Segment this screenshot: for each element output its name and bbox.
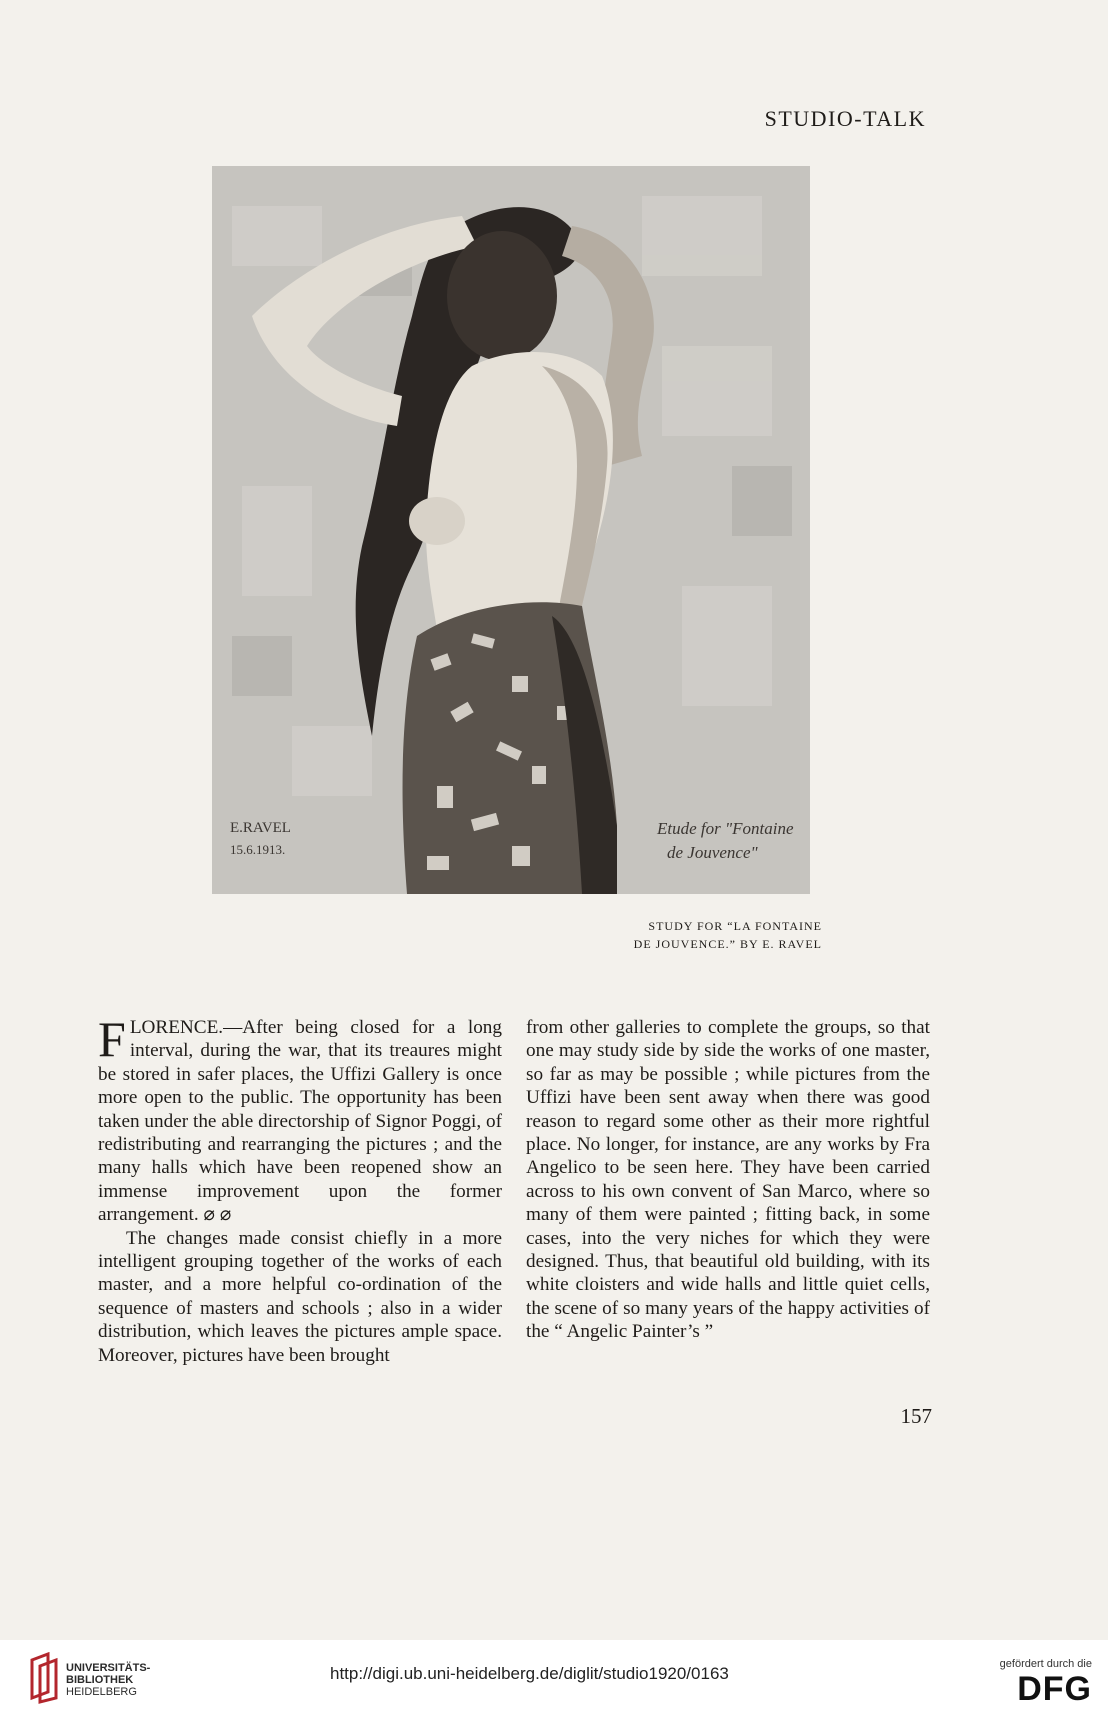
permalink-url[interactable]: http://digi.ub.uni-heidelberg.de/diglit/studio1920/0163 [330,1664,729,1683]
funder-label: gefördert durch die [999,1658,1092,1670]
caption-line-1: STUDY FOR “LA FONTAINE [648,919,822,933]
signature-right-line2: de Jouvence" [667,843,758,862]
signature-left-line1: E.RAVEL [230,820,291,836]
library-name-line-2: BIBLIOTHEK [66,1674,134,1686]
signature-right-line1: Etude for "Fontaine [657,819,794,838]
text-column-left [98,1011,502,1367]
funder-credit [1000,1658,1092,1708]
digitization-footer [0,1640,1108,1722]
library-logo-icon [28,1652,62,1704]
paragraph-left-2: The changes made consist chiefly in a more intelligent grouping together of the works of each master, and a more helpful co-ordination of the sequence of masters and schools ; also in a wider distribution, which leaves the pictures ample space. Moreover, pictures have been brought [98,1227,502,1366]
paragraph-left-1 [98,1011,502,1227]
library-name-line-1: UNIVERSITÄTS- [66,1662,151,1674]
page-number: 157 [900,1404,932,1428]
illustration-plate [212,166,810,894]
paragraph-right-1: from other galleries to complete the groups, so that one may study side by side the works of one master, so far as may be possible ; while pictures from the Uffizi have been sent away when there was good reason to regard some other as their more rightful place. No longer, for instance, are any works by Fra Angelico to be seen here. They have been carried across to his own convent of San Marco, where so many of them were painted ; fitting back, in some cases, into the very niches for which they were designed. Thus, that beautiful old building, with its white cloisters and wide halls and little quiet cells, the scene of so many years of the happy activities of the “ Angelic Painter’s ” [526,1017,930,1343]
signature-left-line2: 15.6.1913. [230,842,286,857]
dfg-logo: DFG [1017,1670,1092,1708]
library-name [66,1662,150,1698]
figure-caption [560,917,822,953]
library-name-line-3: HEIDELBERG [66,1686,137,1698]
paragraph-left-1-text: LORENCE.—After being closed for a long interval, during the war, that its treaures might be stored in safer places, the Uffizi Gallery is once more open to the public. The opportunity has been taken under the able directorship of Signor Poggi, of redistributing and rearranging the pictures ; and the many halls which have been reopened show an immense improvement upon the former arrangement. ⌀ ⌀ [98,1017,502,1226]
caption-line-2: DE JOUVENCE.” BY E. RAVEL [633,937,822,951]
running-head: STUDIO-TALK [764,106,926,131]
drop-cap: F [98,1011,126,1067]
text-column-right [526,1016,930,1344]
illustration [212,166,810,894]
